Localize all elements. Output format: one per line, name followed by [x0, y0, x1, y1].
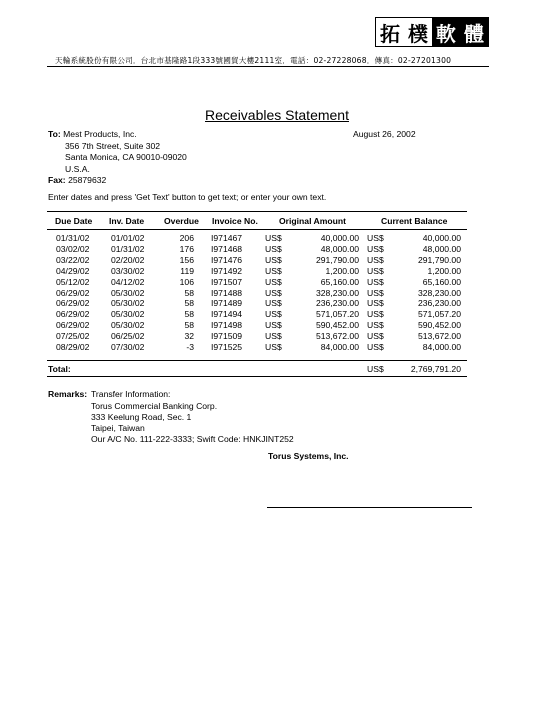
total-label: Total:: [48, 364, 71, 374]
remarks-line: Our A/C No. 111-222-3333; Swift Code: HNKJINT252: [91, 434, 294, 444]
cell-invoice-no: I971492: [211, 265, 243, 276]
cell-orig-currency: US$: [265, 309, 282, 320]
cell-orig-currency: US$: [265, 276, 282, 287]
cell-due-date: 03/22/02: [56, 254, 90, 265]
cell-bal-currency: US$: [367, 298, 384, 309]
address-line: U.S.A.: [65, 164, 90, 174]
cell-invoice-no: I971476: [211, 254, 243, 265]
cell-orig-currency: US$: [265, 320, 282, 331]
logo-char: 樸: [404, 18, 432, 46]
cell-overdue: 206: [179, 233, 194, 243]
logo-char: 拓: [376, 18, 404, 46]
cell-current-balance: 291,790.00: [417, 254, 461, 265]
remarks-line: 333 Keelung Road, Sec. 1: [91, 412, 192, 422]
col-header-due-date: Due Date: [55, 216, 93, 226]
cell-current-balance: 590,452.00: [417, 320, 461, 331]
cell-orig-currency: US$: [265, 298, 282, 309]
cell-overdue: 58: [184, 298, 194, 309]
cell-current-balance: 1,200.00: [427, 265, 461, 276]
cell-bal-currency: US$: [367, 342, 384, 352]
cell-current-balance: 48,000.00: [422, 243, 461, 254]
cell-inv-date: 06/25/02: [111, 331, 145, 342]
logo-char: 體: [460, 18, 488, 46]
cell-bal-currency: US$: [367, 276, 384, 287]
cell-overdue: -3: [186, 342, 194, 352]
document-title: Receivables Statement: [205, 107, 349, 123]
cell-bal-currency: US$: [367, 287, 384, 298]
cell-original-amount: 236,230.00: [315, 298, 359, 309]
table-header-top-rule: [47, 211, 467, 212]
cell-overdue: 119: [180, 265, 194, 276]
fax-number: 25879632: [68, 175, 107, 185]
cell-due-date: 06/29/02: [56, 320, 90, 331]
total-bottom-rule: [47, 376, 467, 377]
cell-overdue: 58: [184, 287, 194, 298]
cell-inv-date: 01/01/02: [111, 233, 145, 243]
cell-orig-currency: US$: [265, 265, 282, 276]
col-header-inv-date: Inv. Date: [109, 216, 145, 226]
cell-orig-currency: US$: [265, 342, 282, 352]
cell-overdue: 106: [179, 276, 194, 287]
fax-line: [48, 175, 106, 185]
col-header-current-balance: Current Balance: [381, 216, 448, 226]
company-logo: [375, 17, 489, 47]
cell-due-date: 06/29/02: [56, 309, 90, 320]
cell-bal-currency: US$: [367, 233, 384, 243]
cell-invoice-no: I971489: [211, 298, 243, 309]
cell-bal-currency: US$: [367, 320, 384, 331]
cell-overdue: 58: [184, 320, 194, 331]
col-header-original-amount: Original Amount: [279, 216, 346, 226]
cell-inv-date: 05/30/02: [111, 298, 145, 309]
cell-bal-currency: US$: [367, 331, 384, 342]
signer-name: Torus Systems, Inc.: [268, 451, 349, 461]
cell-orig-currency: US$: [265, 331, 282, 342]
remarks-line: Transfer Information:: [91, 389, 171, 399]
cell-due-date: 06/29/02: [56, 298, 90, 309]
cell-due-date: 07/25/02: [56, 331, 90, 342]
address-line: Santa Monica, CA 90010-09020: [65, 152, 187, 162]
cell-original-amount: 571,057.20: [315, 309, 359, 320]
cell-invoice-no: I971494: [211, 309, 243, 320]
instructions-text: Enter dates and press 'Get Text' button to get text; or enter your own text.: [48, 192, 327, 202]
cell-due-date: 06/29/02: [56, 287, 90, 298]
cell-inv-date: 05/30/02: [111, 309, 145, 320]
cell-orig-currency: US$: [265, 243, 282, 254]
cell-inv-date: 05/30/02: [111, 320, 145, 331]
col-header-invoice-no: Invoice No.: [212, 216, 258, 226]
cell-invoice-no: I971488: [211, 287, 243, 298]
cell-original-amount: 291,790.00: [315, 254, 359, 265]
cell-current-balance: 40,000.00: [422, 233, 461, 243]
cell-due-date: 05/12/02: [56, 276, 90, 287]
cell-current-balance: 236,230.00: [417, 298, 461, 309]
cell-original-amount: 513,672.00: [315, 331, 359, 342]
cell-original-amount: 590,452.00: [315, 320, 359, 331]
fax-label: Fax:: [48, 175, 66, 185]
cell-due-date: 08/29/02: [56, 342, 90, 352]
cell-current-balance: 513,672.00: [417, 331, 461, 342]
cell-overdue: 32: [184, 331, 194, 342]
cell-invoice-no: I971468: [211, 243, 243, 254]
cell-inv-date: 05/30/02: [111, 287, 145, 298]
cell-original-amount: 328,230.00: [315, 287, 359, 298]
cell-current-balance: 328,230.00: [417, 287, 461, 298]
cell-due-date: 04/29/02: [56, 265, 90, 276]
cell-overdue: 176: [179, 243, 194, 254]
cell-inv-date: 07/30/02: [111, 342, 145, 352]
cell-bal-currency: US$: [367, 265, 384, 276]
cell-bal-currency: US$: [367, 243, 384, 254]
cell-current-balance: 571,057.20: [417, 309, 461, 320]
cell-invoice-no: I971509: [211, 331, 243, 342]
table-header-bottom-rule: [47, 229, 467, 230]
recipient-name: Mest Products, Inc.: [63, 129, 137, 139]
company-address-line: 天輪系統股份有限公司．台北市基隆路1段333號國貿大樓2111室．電話：02-27228068．傳真：02-27201300: [55, 56, 452, 65]
remarks-label: Remarks:: [48, 389, 88, 399]
cell-current-balance: 65,160.00: [422, 276, 461, 287]
cell-inv-date: 01/31/02: [111, 243, 145, 254]
cell-bal-currency: US$: [367, 254, 384, 265]
logo-char: 軟: [432, 18, 460, 46]
cell-invoice-no: I971507: [211, 276, 243, 287]
cell-original-amount: 48,000.00: [320, 243, 359, 254]
cell-orig-currency: US$: [265, 287, 282, 298]
cell-original-amount: 65,160.00: [320, 276, 359, 287]
cell-original-amount: 40,000.00: [320, 233, 359, 243]
cell-inv-date: 04/12/02: [111, 276, 145, 287]
total-top-rule: [47, 360, 467, 361]
remarks-line: Torus Commercial Banking Corp.: [91, 401, 218, 411]
col-header-overdue: Overdue: [164, 216, 199, 226]
cell-due-date: 03/02/02: [56, 243, 90, 254]
cell-invoice-no: I971525: [211, 342, 243, 352]
signature-line: [267, 507, 472, 508]
address-line: 356 7th Street, Suite 302: [65, 141, 161, 151]
cell-overdue: 156: [179, 254, 194, 265]
cell-invoice-no: I971498: [211, 320, 243, 331]
to-label: To:: [48, 129, 61, 139]
cell-orig-currency: US$: [265, 233, 282, 243]
cell-original-amount: 84,000.00: [320, 342, 359, 352]
cell-overdue: 58: [184, 309, 194, 320]
statement-date: August 26, 2002: [353, 129, 416, 139]
total-currency: US$: [367, 364, 384, 374]
cell-inv-date: 03/30/02: [111, 265, 145, 276]
cell-due-date: 01/31/02: [56, 233, 90, 243]
cell-inv-date: 02/20/02: [111, 254, 145, 265]
cell-original-amount: 1,200.00: [325, 265, 359, 276]
remarks-line: Taipei, Taiwan: [91, 423, 145, 433]
recipient-line: [48, 129, 137, 139]
cell-current-balance: 84,000.00: [422, 342, 461, 352]
header-divider: [47, 66, 489, 67]
cell-invoice-no: I971467: [211, 233, 243, 243]
total-amount: 2,769,791.20: [410, 364, 461, 374]
cell-bal-currency: US$: [367, 309, 384, 320]
cell-orig-currency: US$: [265, 254, 282, 265]
